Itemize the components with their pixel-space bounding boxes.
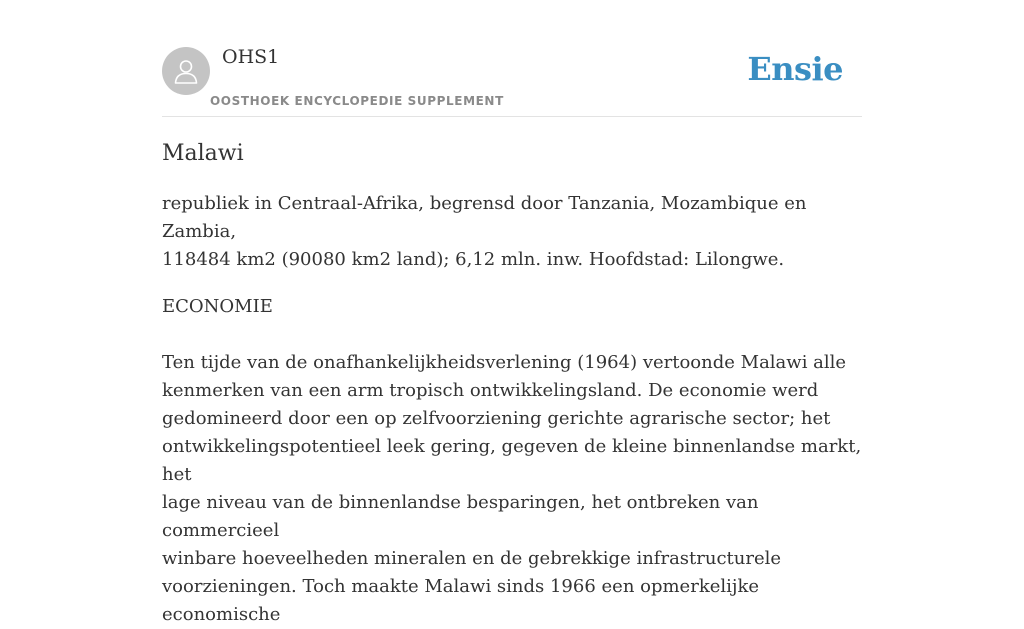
source-avatar[interactable] — [162, 47, 210, 95]
article-intro: republiek in Centraal-Afrika, begrensd door Tanzania, Mozambique en Zambia, 118484 km2 (90080 km2 land); 6,12 mln. inw. Hoofdstad: Lilongwe. — [162, 193, 807, 270]
ensie-logo[interactable]: Ensie — [747, 50, 843, 88]
section-heading: ECONOMIE — [162, 296, 273, 317]
article — [162, 138, 862, 629]
source-name: OOSTHOEK ENCYCLOPEDIE SUPPLEMENT — [210, 94, 504, 108]
user-silhouette-icon — [171, 56, 201, 86]
source-code-link[interactable]: OHS1 — [222, 46, 280, 68]
article-body: Ten tijde van de onafhankelijkheidsverlening (1964) vertoonde Malawi alle kenmerken van een arm tropisch ontwikkelingsland. De economie werd gedomineerd door een op zelfvoorziening gerichte agrarische sector; het ontwikkelingspotentieel leek gering, gegeven de kleine binnenlandse markt, het lage niveau van de binnenlandse besparingen, het ontbreken van commercieel winbare hoeveelheden mineralen en de gebrekkige infrastructurele voorzieningen. Toch maakte Malawi sinds 1966 een opmerkelijke economische — [162, 352, 862, 625]
source-header — [162, 0, 862, 117]
article-title: Malawi — [162, 141, 244, 166]
